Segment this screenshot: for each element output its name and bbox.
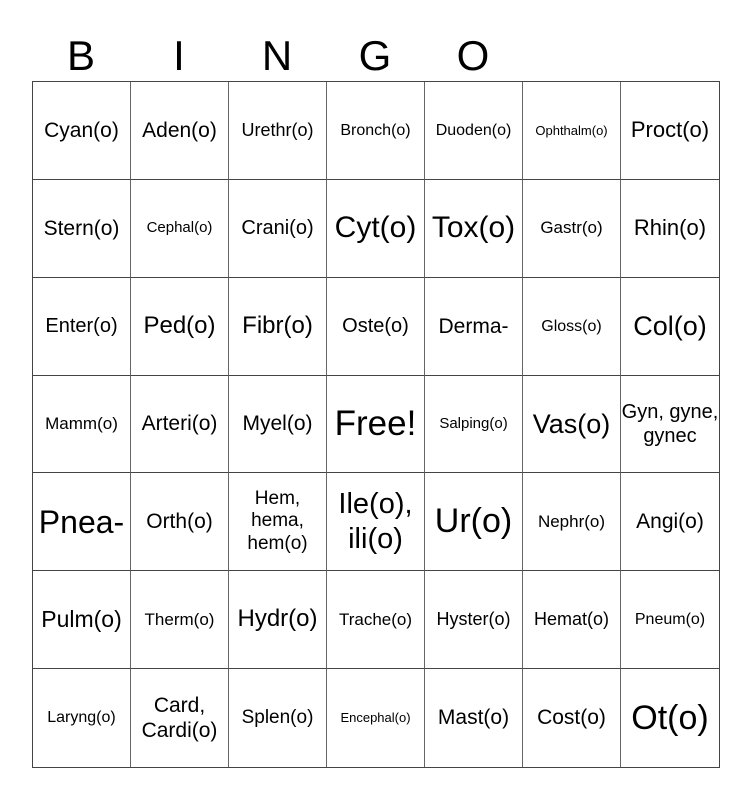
bingo-cell[interactable]: Gyn, gyne, gynec	[621, 376, 719, 474]
bingo-cell[interactable]: Hem, hema, hem(o)	[229, 473, 327, 571]
bingo-cell[interactable]: Cephal(o)	[131, 180, 229, 278]
bingo-cell[interactable]: Cyan(o)	[33, 82, 131, 180]
header-letter-g: G	[358, 32, 392, 79]
bingo-cell[interactable]: Gloss(o)	[523, 278, 621, 376]
bingo-cell[interactable]: Cyt(o)	[327, 180, 425, 278]
bingo-cell[interactable]: Hyster(o)	[425, 571, 523, 669]
bingo-cell[interactable]: Aden(o)	[131, 82, 229, 180]
bingo-cell[interactable]: Gastr(o)	[523, 180, 621, 278]
bingo-cell[interactable]: Hydr(o)	[229, 571, 327, 669]
bingo-cell[interactable]: Stern(o)	[33, 180, 131, 278]
bingo-cell[interactable]: Pulm(o)	[33, 571, 131, 669]
bingo-cell[interactable]: Hemat(o)	[523, 571, 621, 669]
bingo-cell[interactable]: Ophthalm(o)	[523, 82, 621, 180]
bingo-cell[interactable]: Salping(o)	[425, 376, 523, 474]
bingo-cell[interactable]: Ile(o), ili(o)	[327, 473, 425, 571]
bingo-cell[interactable]: Orth(o)	[131, 473, 229, 571]
header-letter-n: N	[261, 32, 293, 79]
bingo-cell[interactable]: Myel(o)	[229, 376, 327, 474]
bingo-cell[interactable]: Pnea-	[33, 473, 131, 571]
bingo-cell[interactable]: Rhin(o)	[621, 180, 719, 278]
bingo-grid	[32, 81, 720, 768]
bingo-cell[interactable]: Enter(o)	[33, 278, 131, 376]
bingo-cell[interactable]: Mamm(o)	[33, 376, 131, 474]
bingo-cell[interactable]: Encephal(o)	[327, 669, 425, 767]
bingo-cell[interactable]: Ot(o)	[631, 698, 709, 737]
bingo-cell[interactable]: Free!	[327, 376, 425, 474]
bingo-cell[interactable]: Urethr(o)	[229, 82, 327, 180]
bingo-cell[interactable]: Angi(o)	[621, 473, 719, 571]
bingo-cell[interactable]: Duoden(o)	[425, 82, 523, 180]
bingo-cell[interactable]: Ur(o)	[425, 473, 523, 571]
bingo-cell[interactable]: Oste(o)	[327, 278, 425, 376]
bingo-cell[interactable]: Derma-	[425, 278, 523, 376]
bingo-cell[interactable]: Fibr(o)	[229, 278, 327, 376]
bingo-cell[interactable]: Ped(o)	[131, 278, 229, 376]
header-letter-b: B	[66, 32, 95, 79]
bingo-cell[interactable]: Pneum(o)	[621, 571, 719, 669]
bingo-cell[interactable]: Nephr(o)	[523, 473, 621, 571]
bingo-cell[interactable]: Splen(o)	[229, 669, 327, 767]
bingo-cell[interactable]: Tox(o)	[425, 180, 523, 278]
bingo-cell[interactable]: Cost(o)	[523, 669, 621, 767]
bingo-header	[32, 30, 522, 82]
bingo-cell[interactable]: Arteri(o)	[131, 376, 229, 474]
bingo-cell[interactable]: Trache(o)	[327, 571, 425, 669]
bingo-cell[interactable]: Col(o)	[621, 278, 719, 376]
bingo-cell[interactable]: Therm(o)	[131, 571, 229, 669]
bingo-cell[interactable]: Vas(o)	[523, 376, 621, 474]
bingo-cell[interactable]: Mast(o)	[425, 669, 523, 767]
bingo-cell[interactable]: Bronch(o)	[327, 82, 425, 180]
bingo-cell[interactable]: Card, Cardi(o)	[131, 669, 229, 767]
bingo-cell[interactable]: Crani(o)	[229, 180, 327, 278]
bingo-cell[interactable]: Proct(o)	[621, 82, 719, 180]
header-letter-i: I	[173, 32, 185, 79]
header-letter-o: O	[456, 32, 490, 79]
bingo-cell[interactable]: Laryng(o)	[33, 669, 131, 767]
